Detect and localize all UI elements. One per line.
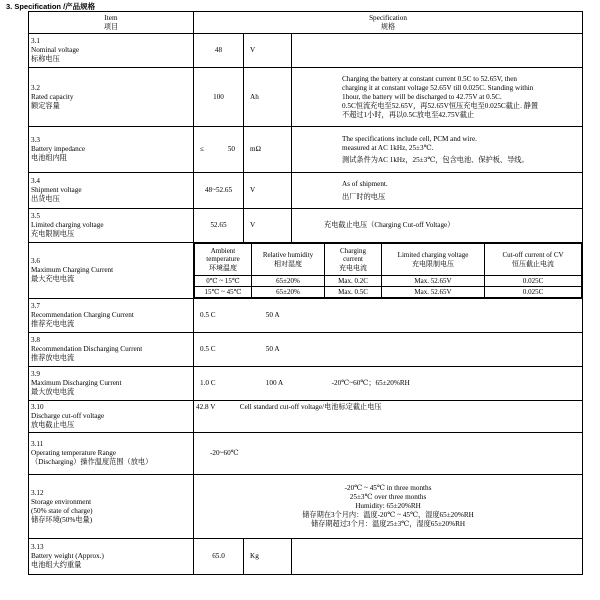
item-number: 3.10 (31, 403, 44, 411)
item-cell (29, 475, 194, 539)
desc-line: 1hour, the battery will be discharged to 42.75V at 0.5C. (342, 92, 502, 101)
item-name-cn: （Discharging）操作温度范围（放电） (31, 458, 153, 466)
desc-line: 25±3℃ over three months (349, 493, 427, 501)
value-rate: 0.5 C (200, 311, 216, 319)
item-cell (29, 173, 194, 209)
item-name-en: Maximum Charging Current (31, 266, 114, 274)
item-cell (29, 34, 194, 68)
subtable-row (195, 287, 582, 298)
unit-cell: V (244, 209, 292, 243)
unit-cell: mΩ (244, 127, 292, 173)
item-name-cn: 标称电压 (31, 55, 60, 63)
desc-line: Cell standard cut-off voltage/电池标定截止电压 (239, 403, 382, 411)
item-number: 3.8 (31, 336, 40, 344)
subheader-line: Cut-off current of CV (502, 251, 564, 260)
value-cell: 48~52.65 (194, 173, 244, 209)
item-name-cn: 推荐放电电流 (31, 354, 75, 362)
desc-line: The specifications include cell, PCM and wire. (342, 134, 477, 143)
table-row (29, 367, 583, 401)
item-name-en: Recommendation Charging Current (31, 311, 134, 319)
item-name-cn: 电池组大约重量 (31, 561, 82, 569)
table-row (29, 243, 583, 299)
table-row (29, 475, 583, 539)
desc-line: measured at AC 1kHz, 25±3℃. (342, 143, 434, 152)
item-header (29, 12, 194, 34)
subtable-header (485, 244, 582, 276)
desc-line: 充电截止电压（Charging Cut-off Voltage） (324, 221, 455, 229)
item-cell (29, 127, 194, 173)
charging-subtable (194, 243, 582, 298)
item-header-en: Item (104, 13, 118, 22)
subtable-cell: 65±20% (252, 287, 325, 298)
subtable-header (325, 244, 382, 276)
subtable-cell: 0.025C (485, 287, 582, 298)
spec-header-cn: 规格 (380, 22, 396, 31)
item-cell (29, 333, 194, 367)
subtable-cell: 65±20% (252, 276, 325, 287)
item-number: 3.4 (31, 177, 40, 185)
item-name-en: Nominal voltage (31, 46, 80, 54)
desc-line: -20℃~60℃；65±20%RH (331, 379, 410, 387)
value-cell (194, 401, 583, 433)
item-name-en: Battery weight (Approx.) (31, 552, 104, 560)
charging-subtable-cell (194, 243, 583, 299)
item-number: 3.5 (31, 212, 40, 220)
desc-cell (292, 173, 583, 209)
value-current: 100 A (265, 379, 284, 387)
subtable-cell: Max. 0.5C (325, 287, 382, 298)
desc-line: 储存期在3个月内：温度-20℃ ~ 45℃，湿度65±20%RH (302, 511, 474, 519)
item-name-en: Shipment voltage (31, 186, 82, 194)
value-cell (194, 433, 583, 475)
item-header-cn: 项目 (103, 22, 119, 31)
value-current: 50 A (265, 345, 280, 353)
value-cell: 52.65 (194, 209, 244, 243)
item-cell (29, 539, 194, 575)
item-name-en: Battery impedance (31, 145, 86, 153)
item-number: 3.13 (31, 543, 44, 551)
table-row (29, 68, 583, 127)
value-rate: 1.0 C (200, 379, 216, 387)
table-row (29, 433, 583, 475)
item-name-en: Rated capacity (31, 92, 74, 101)
subtable-cell: 0.025C (485, 276, 582, 287)
value-rate: 0.5 C (200, 345, 216, 353)
subtable-cell: Max. 0.2C (325, 276, 382, 287)
unit-cell: V (244, 34, 292, 68)
subheader-line: 充电电流 (339, 263, 367, 272)
desc-line: -20℃ ~ 45℃ in three months (344, 484, 432, 492)
subheader-line: Limited charging voltage (397, 251, 469, 260)
desc-line: charging it at constant voltage 52.65V till 0.025C. Standing within (342, 83, 534, 92)
desc-line: Charging the battery at constant current 0.5C to 52.65V, then (342, 74, 517, 83)
item-name-en: Discharge cut-off voltage (31, 412, 105, 420)
desc-line: 不超过1小时，再以0.5C放电至42.75V截止 (342, 110, 475, 119)
item-name-cn: 放电截止电压 (31, 421, 75, 429)
item-name-en: Storage environment (31, 497, 92, 506)
item-number: 3.7 (31, 302, 40, 310)
subheader-line: 恒压截止电流 (512, 259, 555, 268)
item-name-en-2: (50% state of charge) (31, 506, 93, 515)
item-name-cn: 额定容量 (31, 101, 60, 110)
value-cell (194, 367, 583, 401)
table-row (29, 539, 583, 575)
subheader-line: 环境温度 (209, 263, 237, 272)
desc-line: As of shipment. (342, 179, 388, 188)
unit-cell: V (244, 173, 292, 209)
item-name-cn: 储存环境(50%电量) (31, 515, 93, 524)
value-cell: 65.0 (194, 539, 244, 575)
desc-line: Humidity: 65±20%RH (355, 502, 421, 510)
item-name-cn: 最大充电电流 (31, 275, 75, 283)
table-row (29, 34, 583, 68)
value-cell: 100 (194, 68, 244, 127)
item-name-en: Recommendation Discharging Current (31, 345, 143, 353)
desc-line: 储存期超过3个月：温度25±3℃，湿度65±20%RH (310, 520, 466, 528)
desc-cell (292, 68, 583, 127)
item-number: 3.3 (31, 136, 40, 144)
table-row (29, 173, 583, 209)
unit-cell: Ah (244, 68, 292, 127)
desc-line: 出厂时的电压 (342, 192, 386, 201)
item-number: 3.6 (31, 257, 40, 265)
table-row (29, 299, 583, 333)
spec-header-en: Specification (369, 13, 407, 22)
item-name-cn: 最大放电电流 (31, 388, 75, 396)
subheader-line: 相对湿度 (274, 259, 302, 268)
value-current: 50 A (265, 311, 280, 319)
desc-cell (292, 209, 583, 243)
value-number: 50 (227, 145, 235, 153)
table-header-row (29, 12, 583, 34)
item-name-cn: 充电限制电压 (31, 230, 75, 238)
subtable-header (195, 244, 252, 276)
value-prefix: ≤ (200, 145, 204, 153)
spec-header (194, 12, 583, 34)
value-voltage: 42.8 V (196, 403, 216, 411)
subtable-cell: Max. 52.65V (382, 276, 485, 287)
item-number: 3.1 (31, 37, 40, 45)
value-cell: 48 (194, 34, 244, 68)
subheader-line: Relative humidity (262, 251, 314, 260)
item-name-en: Maximum Discharging Current (31, 379, 122, 387)
subheader-line: Charging (340, 246, 366, 255)
subheader-line: Ambient (210, 246, 236, 255)
subheader-line: temperature (206, 255, 240, 264)
subtable-cell: 15℃ ~ 45℃ (195, 287, 252, 298)
table-row (29, 209, 583, 243)
value-range: -20~60℃ (210, 449, 239, 457)
desc-cell (194, 475, 583, 539)
subtable-header (382, 244, 485, 276)
item-cell (29, 209, 194, 243)
unit-cell: Kg (244, 539, 292, 575)
desc-cell (292, 539, 583, 575)
table-row (29, 127, 583, 173)
desc-line: 测试条件为AC 1kHz，25±3℃，包含电池、保护板、导线。 (342, 155, 529, 164)
item-name-cn: 推荐充电电流 (31, 320, 75, 328)
value-cell (194, 333, 583, 367)
subtable-row (195, 276, 582, 287)
item-name-en: Operating temperature Range (31, 449, 117, 457)
item-name-cn: 出货电压 (31, 195, 60, 203)
specification-table (28, 11, 583, 575)
desc-line: 0.5C恒流充电至52.65V，再52.65V恒压充电至0.025C截止. 静置 (342, 101, 539, 110)
item-cell (29, 401, 194, 433)
subheader-line: 充电限制电压 (412, 259, 454, 268)
value-cell (194, 127, 244, 173)
item-number: 3.9 (31, 370, 40, 378)
item-number: 3.12 (31, 488, 44, 497)
section-heading: 3. Specification /产品规格 (6, 2, 96, 11)
item-name-en: Limited charging voltage (31, 221, 104, 229)
subtable-cell: Max. 52.65V (382, 287, 485, 298)
desc-cell (292, 34, 583, 68)
value-cell (194, 299, 583, 333)
subheader-line: current (343, 255, 363, 264)
table-row (29, 333, 583, 367)
item-cell (29, 299, 194, 333)
item-cell (29, 68, 194, 127)
item-cell (29, 367, 194, 401)
subtable-header (252, 244, 325, 276)
item-number: 3.11 (31, 440, 44, 448)
subtable-cell: 0℃ ~ 15℃ (195, 276, 252, 287)
item-name-cn: 电池组内阻 (31, 154, 67, 162)
table-row (29, 401, 583, 433)
desc-cell (292, 127, 583, 173)
subtable-header-row (195, 244, 582, 276)
item-cell (29, 433, 194, 475)
item-cell (29, 243, 194, 299)
item-number: 3.2 (31, 83, 40, 92)
